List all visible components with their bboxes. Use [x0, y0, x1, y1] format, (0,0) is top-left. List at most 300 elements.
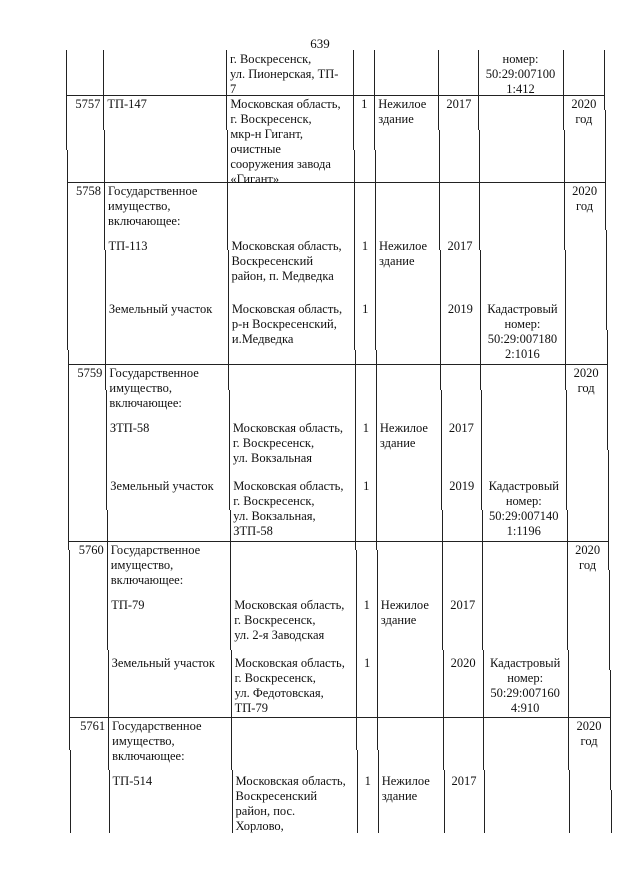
column-divider	[375, 270, 376, 290]
column-divider	[356, 730, 357, 750]
column-divider	[608, 470, 609, 490]
column-divider	[109, 790, 110, 810]
address-cell: Московская область, Воскресенский район, п. Медведка	[231, 239, 342, 283]
column-divider	[440, 350, 441, 370]
column-divider	[444, 810, 445, 830]
column-divider	[229, 390, 230, 410]
object-name: Государственное имущество, включающее:	[109, 366, 199, 410]
column-divider	[606, 230, 607, 250]
column-divider	[443, 670, 444, 690]
column-divider	[104, 150, 105, 170]
column-divider	[569, 790, 570, 810]
column-divider	[356, 570, 357, 590]
column-divider	[68, 530, 69, 550]
column-divider	[106, 390, 107, 410]
column-divider	[226, 110, 227, 130]
column-divider	[377, 610, 378, 630]
column-divider	[69, 630, 70, 650]
column-divider	[438, 50, 439, 70]
column-divider	[230, 570, 231, 590]
column-divider	[611, 810, 612, 830]
column-divider	[478, 110, 479, 130]
column-divider	[440, 370, 441, 390]
column-divider	[229, 490, 230, 510]
column-divider	[480, 270, 481, 290]
column-divider	[355, 450, 356, 470]
column-divider	[484, 810, 485, 830]
year-cell: 2017	[451, 774, 477, 788]
column-divider	[228, 290, 229, 310]
column-divider	[355, 510, 356, 530]
column-divider	[377, 570, 378, 590]
column-divider	[439, 190, 440, 210]
column-divider	[607, 330, 608, 350]
address-cell: г. Воскресенск, ул. Пионерская, ТП- 7	[230, 52, 339, 96]
column-divider	[611, 830, 612, 833]
column-divider	[67, 150, 68, 170]
column-divider	[353, 90, 354, 110]
column-divider	[105, 370, 106, 390]
column-divider	[377, 710, 378, 730]
column-divider	[606, 290, 607, 310]
quantity-cell: 1	[361, 97, 368, 111]
column-divider	[441, 390, 442, 410]
column-divider	[376, 430, 377, 450]
column-divider	[440, 290, 441, 310]
column-divider	[104, 130, 105, 150]
column-divider	[107, 530, 108, 550]
column-divider	[482, 590, 483, 610]
column-divider	[482, 630, 483, 650]
object-name: Государственное имущество, включающее:	[108, 184, 198, 228]
column-divider	[228, 370, 229, 390]
column-divider	[443, 710, 444, 730]
column-divider	[357, 750, 358, 770]
column-divider	[374, 90, 375, 110]
column-divider	[563, 50, 564, 70]
column-divider	[377, 550, 378, 570]
column-divider	[69, 670, 70, 690]
column-divider	[481, 450, 482, 470]
column-divider	[567, 570, 568, 590]
column-divider	[481, 410, 482, 430]
row-divider	[69, 717, 611, 718]
column-divider	[229, 450, 230, 470]
column-divider	[109, 770, 110, 790]
column-divider	[107, 570, 108, 590]
column-divider	[607, 430, 608, 450]
column-divider	[66, 70, 67, 90]
column-divider	[607, 390, 608, 410]
column-divider	[67, 250, 68, 270]
column-divider	[356, 630, 357, 650]
component-name: Земельный участок	[110, 479, 214, 493]
column-divider	[375, 290, 376, 310]
column-divider	[231, 730, 232, 750]
column-divider	[229, 470, 230, 490]
column-divider	[103, 90, 104, 110]
column-divider	[357, 810, 358, 830]
column-divider	[67, 330, 68, 350]
column-divider	[374, 50, 375, 70]
column-divider	[354, 310, 355, 330]
column-divider	[442, 630, 443, 650]
column-divider	[356, 690, 357, 710]
column-divider	[228, 350, 229, 370]
column-divider	[565, 290, 566, 310]
column-divider	[569, 810, 570, 830]
column-divider	[108, 670, 109, 690]
column-divider	[440, 270, 441, 290]
column-divider	[70, 790, 71, 810]
address-cell: Московская область, г. Воскресенск, мкр-н Гигант, очистные сооружения завода «Гигант»	[230, 97, 341, 186]
column-divider	[355, 410, 356, 430]
column-divider	[569, 770, 570, 790]
column-divider	[231, 750, 232, 770]
year-cell: 2017	[446, 97, 472, 111]
column-divider	[376, 350, 377, 370]
address-cell: Московская область, Воскресенский район, пос. Хорлово,	[235, 774, 346, 833]
column-divider	[357, 830, 358, 833]
year-cell: 2020	[450, 656, 476, 670]
column-divider	[355, 430, 356, 450]
column-divider	[69, 590, 70, 610]
column-divider	[357, 770, 358, 790]
column-divider	[376, 370, 377, 390]
column-divider	[609, 570, 610, 590]
column-divider	[68, 510, 69, 530]
row-number: 5759	[77, 366, 103, 380]
column-divider	[356, 550, 357, 570]
component-name: ЗТП-58	[109, 421, 150, 435]
column-divider	[353, 110, 354, 130]
column-divider	[610, 770, 611, 790]
column-divider	[107, 510, 108, 530]
cadastral-cell: Кадастровый номер: 50:29:007140 1:1196	[488, 479, 559, 538]
column-divider	[375, 150, 376, 170]
column-divider	[354, 230, 355, 250]
column-divider	[605, 150, 606, 170]
column-divider	[479, 230, 480, 250]
column-divider	[377, 690, 378, 710]
column-divider	[375, 230, 376, 250]
column-divider	[439, 210, 440, 230]
column-divider	[440, 310, 441, 330]
column-divider	[566, 470, 567, 490]
column-divider	[484, 790, 485, 810]
column-divider	[604, 90, 605, 110]
column-divider	[605, 190, 606, 210]
column-divider	[604, 70, 605, 90]
column-divider	[66, 130, 67, 150]
year-cell: 2017	[447, 239, 473, 253]
column-divider	[374, 70, 375, 90]
column-divider	[610, 690, 611, 710]
column-divider	[565, 310, 566, 330]
column-divider	[69, 710, 70, 730]
period-cell: 2020 год	[575, 543, 601, 572]
column-divider	[481, 390, 482, 410]
address-cell: Московская область, р-н Воскресенский, и.Медведка	[231, 302, 343, 346]
column-divider	[105, 290, 106, 310]
column-divider	[483, 750, 484, 770]
row-number: 5761	[80, 719, 106, 733]
column-divider	[106, 430, 107, 450]
column-divider	[69, 550, 70, 570]
column-divider	[227, 150, 228, 170]
period-cell: 2020 год	[576, 719, 602, 748]
column-divider	[67, 170, 68, 190]
column-divider	[608, 510, 609, 530]
row-number: 5760	[78, 543, 104, 557]
column-divider	[230, 630, 231, 650]
address-cell: Московская область, г. Воскресенск, ул. Вокзальная, ЗТП-58	[233, 479, 344, 538]
year-cell: 2017	[450, 598, 476, 612]
column-divider	[228, 330, 229, 350]
column-divider	[355, 530, 356, 550]
column-divider	[442, 550, 443, 570]
column-divider	[608, 490, 609, 510]
column-divider	[354, 290, 355, 310]
column-divider	[70, 830, 71, 833]
column-divider	[376, 530, 377, 550]
column-divider	[107, 590, 108, 610]
row-number: 5757	[75, 97, 101, 111]
column-divider	[106, 450, 107, 470]
column-divider	[69, 730, 70, 750]
column-divider	[610, 730, 611, 750]
column-divider	[354, 210, 355, 230]
column-divider	[441, 490, 442, 510]
column-divider	[441, 430, 442, 450]
column-divider	[232, 790, 233, 810]
column-divider	[375, 330, 376, 350]
column-divider	[609, 610, 610, 630]
column-divider	[564, 130, 565, 150]
column-divider	[443, 730, 444, 750]
column-divider	[606, 310, 607, 330]
page-number: 639	[310, 36, 330, 51]
column-divider	[375, 210, 376, 230]
cadastral-cell: Кадастровый номер: 50:29:007160 4:910	[489, 656, 561, 715]
column-divider	[103, 70, 104, 90]
column-divider	[377, 670, 378, 690]
column-divider	[566, 450, 567, 470]
column-divider	[374, 110, 375, 130]
column-divider	[610, 750, 611, 770]
column-divider	[479, 150, 480, 170]
column-divider	[230, 530, 231, 550]
column-divider	[441, 450, 442, 470]
column-divider	[605, 170, 606, 190]
column-divider	[68, 430, 69, 450]
column-divider	[442, 530, 443, 550]
column-divider	[438, 110, 439, 130]
column-divider	[563, 70, 564, 90]
column-divider	[103, 110, 104, 130]
column-divider	[610, 710, 611, 730]
column-divider	[354, 250, 355, 270]
column-divider	[479, 190, 480, 210]
column-divider	[608, 530, 609, 550]
column-divider	[356, 610, 357, 630]
column-divider	[605, 110, 606, 130]
column-divider	[356, 590, 357, 610]
column-divider	[610, 670, 611, 690]
column-divider	[609, 590, 610, 610]
column-divider	[229, 410, 230, 430]
column-divider	[106, 470, 107, 490]
column-divider	[107, 630, 108, 650]
column-divider	[439, 230, 440, 250]
column-divider	[108, 650, 109, 670]
component-name: Земельный участок	[111, 656, 216, 670]
column-divider	[442, 510, 443, 530]
column-divider	[377, 730, 378, 750]
column-divider	[480, 250, 481, 270]
column-divider	[605, 130, 606, 150]
column-divider	[66, 50, 67, 70]
column-divider	[565, 250, 566, 270]
column-divider	[353, 130, 354, 150]
column-divider	[376, 470, 377, 490]
column-divider	[109, 810, 110, 830]
component-name: ТП-79	[111, 598, 145, 612]
column-divider	[355, 390, 356, 410]
column-divider	[227, 130, 228, 150]
column-divider	[69, 610, 70, 630]
column-divider	[568, 750, 569, 770]
column-divider	[70, 750, 71, 770]
row-divider	[69, 541, 610, 542]
quantity-cell: 1	[362, 302, 369, 316]
column-divider	[68, 390, 69, 410]
column-divider	[230, 590, 231, 610]
column-divider	[376, 390, 377, 410]
column-divider	[227, 190, 228, 210]
column-divider	[231, 710, 232, 730]
column-divider	[67, 310, 68, 330]
column-divider	[230, 610, 231, 630]
column-divider	[105, 330, 106, 350]
column-divider	[227, 170, 228, 190]
column-divider	[105, 310, 106, 330]
column-divider	[68, 370, 69, 390]
column-divider	[378, 830, 379, 833]
column-divider	[108, 690, 109, 710]
column-divider	[375, 170, 376, 190]
column-divider	[482, 570, 483, 590]
column-divider	[607, 370, 608, 390]
column-divider	[604, 50, 605, 70]
column-divider	[354, 150, 355, 170]
component-name: ТП-514	[112, 774, 153, 788]
column-divider	[105, 250, 106, 270]
column-divider	[353, 50, 354, 70]
column-divider	[231, 670, 232, 690]
quantity-cell: 1	[363, 656, 371, 670]
column-divider	[355, 470, 356, 490]
column-divider	[442, 570, 443, 590]
component-name: ТП-113	[108, 239, 148, 253]
column-divider	[484, 770, 485, 790]
column-divider	[438, 70, 439, 90]
column-divider	[443, 650, 444, 670]
column-divider	[376, 510, 377, 530]
column-divider	[605, 210, 606, 230]
column-divider	[482, 610, 483, 630]
column-divider	[230, 550, 231, 570]
column-divider	[104, 190, 105, 210]
column-divider	[564, 230, 565, 250]
component-name: Земельный участок	[108, 302, 213, 316]
column-divider	[355, 350, 356, 370]
column-divider	[442, 590, 443, 610]
address-cell: Московская область, г. Воскресенск, ул. 2-я Заводская	[234, 598, 345, 642]
column-divider	[444, 790, 445, 810]
type-cell: Нежилое здание	[379, 421, 428, 450]
column-divider	[68, 490, 69, 510]
column-divider	[444, 830, 445, 833]
object-name: Государственное имущество, включающее:	[112, 719, 202, 763]
year-cell: 2019	[447, 302, 473, 316]
column-divider	[354, 190, 355, 210]
column-divider	[566, 490, 567, 510]
column-divider	[68, 350, 69, 370]
column-divider	[228, 270, 229, 290]
column-divider	[356, 710, 357, 730]
column-divider	[68, 470, 69, 490]
column-divider	[354, 170, 355, 190]
column-divider	[567, 510, 568, 530]
column-divider	[376, 450, 377, 470]
column-divider	[481, 430, 482, 450]
column-divider	[480, 370, 481, 390]
column-divider	[106, 490, 107, 510]
period-cell: 2020 год	[572, 184, 598, 213]
column-divider	[479, 210, 480, 230]
year-cell: 2017	[448, 421, 474, 435]
column-divider	[226, 70, 227, 90]
column-divider	[354, 330, 355, 350]
column-divider	[232, 770, 233, 790]
column-divider	[228, 250, 229, 270]
column-divider	[354, 270, 355, 290]
column-divider	[568, 670, 569, 690]
column-divider	[68, 410, 69, 430]
column-divider	[609, 650, 610, 670]
column-divider	[106, 410, 107, 430]
column-divider	[567, 590, 568, 610]
column-divider	[375, 190, 376, 210]
column-divider	[443, 750, 444, 770]
column-divider	[565, 270, 566, 290]
column-divider	[67, 230, 68, 250]
column-divider	[607, 350, 608, 370]
column-divider	[357, 790, 358, 810]
column-divider	[564, 150, 565, 170]
column-divider	[356, 670, 357, 690]
column-divider	[231, 690, 232, 710]
column-divider	[227, 210, 228, 230]
quantity-cell: 1	[362, 421, 370, 435]
column-divider	[566, 410, 567, 430]
column-divider	[439, 170, 440, 190]
column-divider	[104, 230, 105, 250]
column-divider	[107, 550, 108, 570]
column-divider	[567, 610, 568, 630]
year-cell: 2019	[449, 479, 475, 493]
